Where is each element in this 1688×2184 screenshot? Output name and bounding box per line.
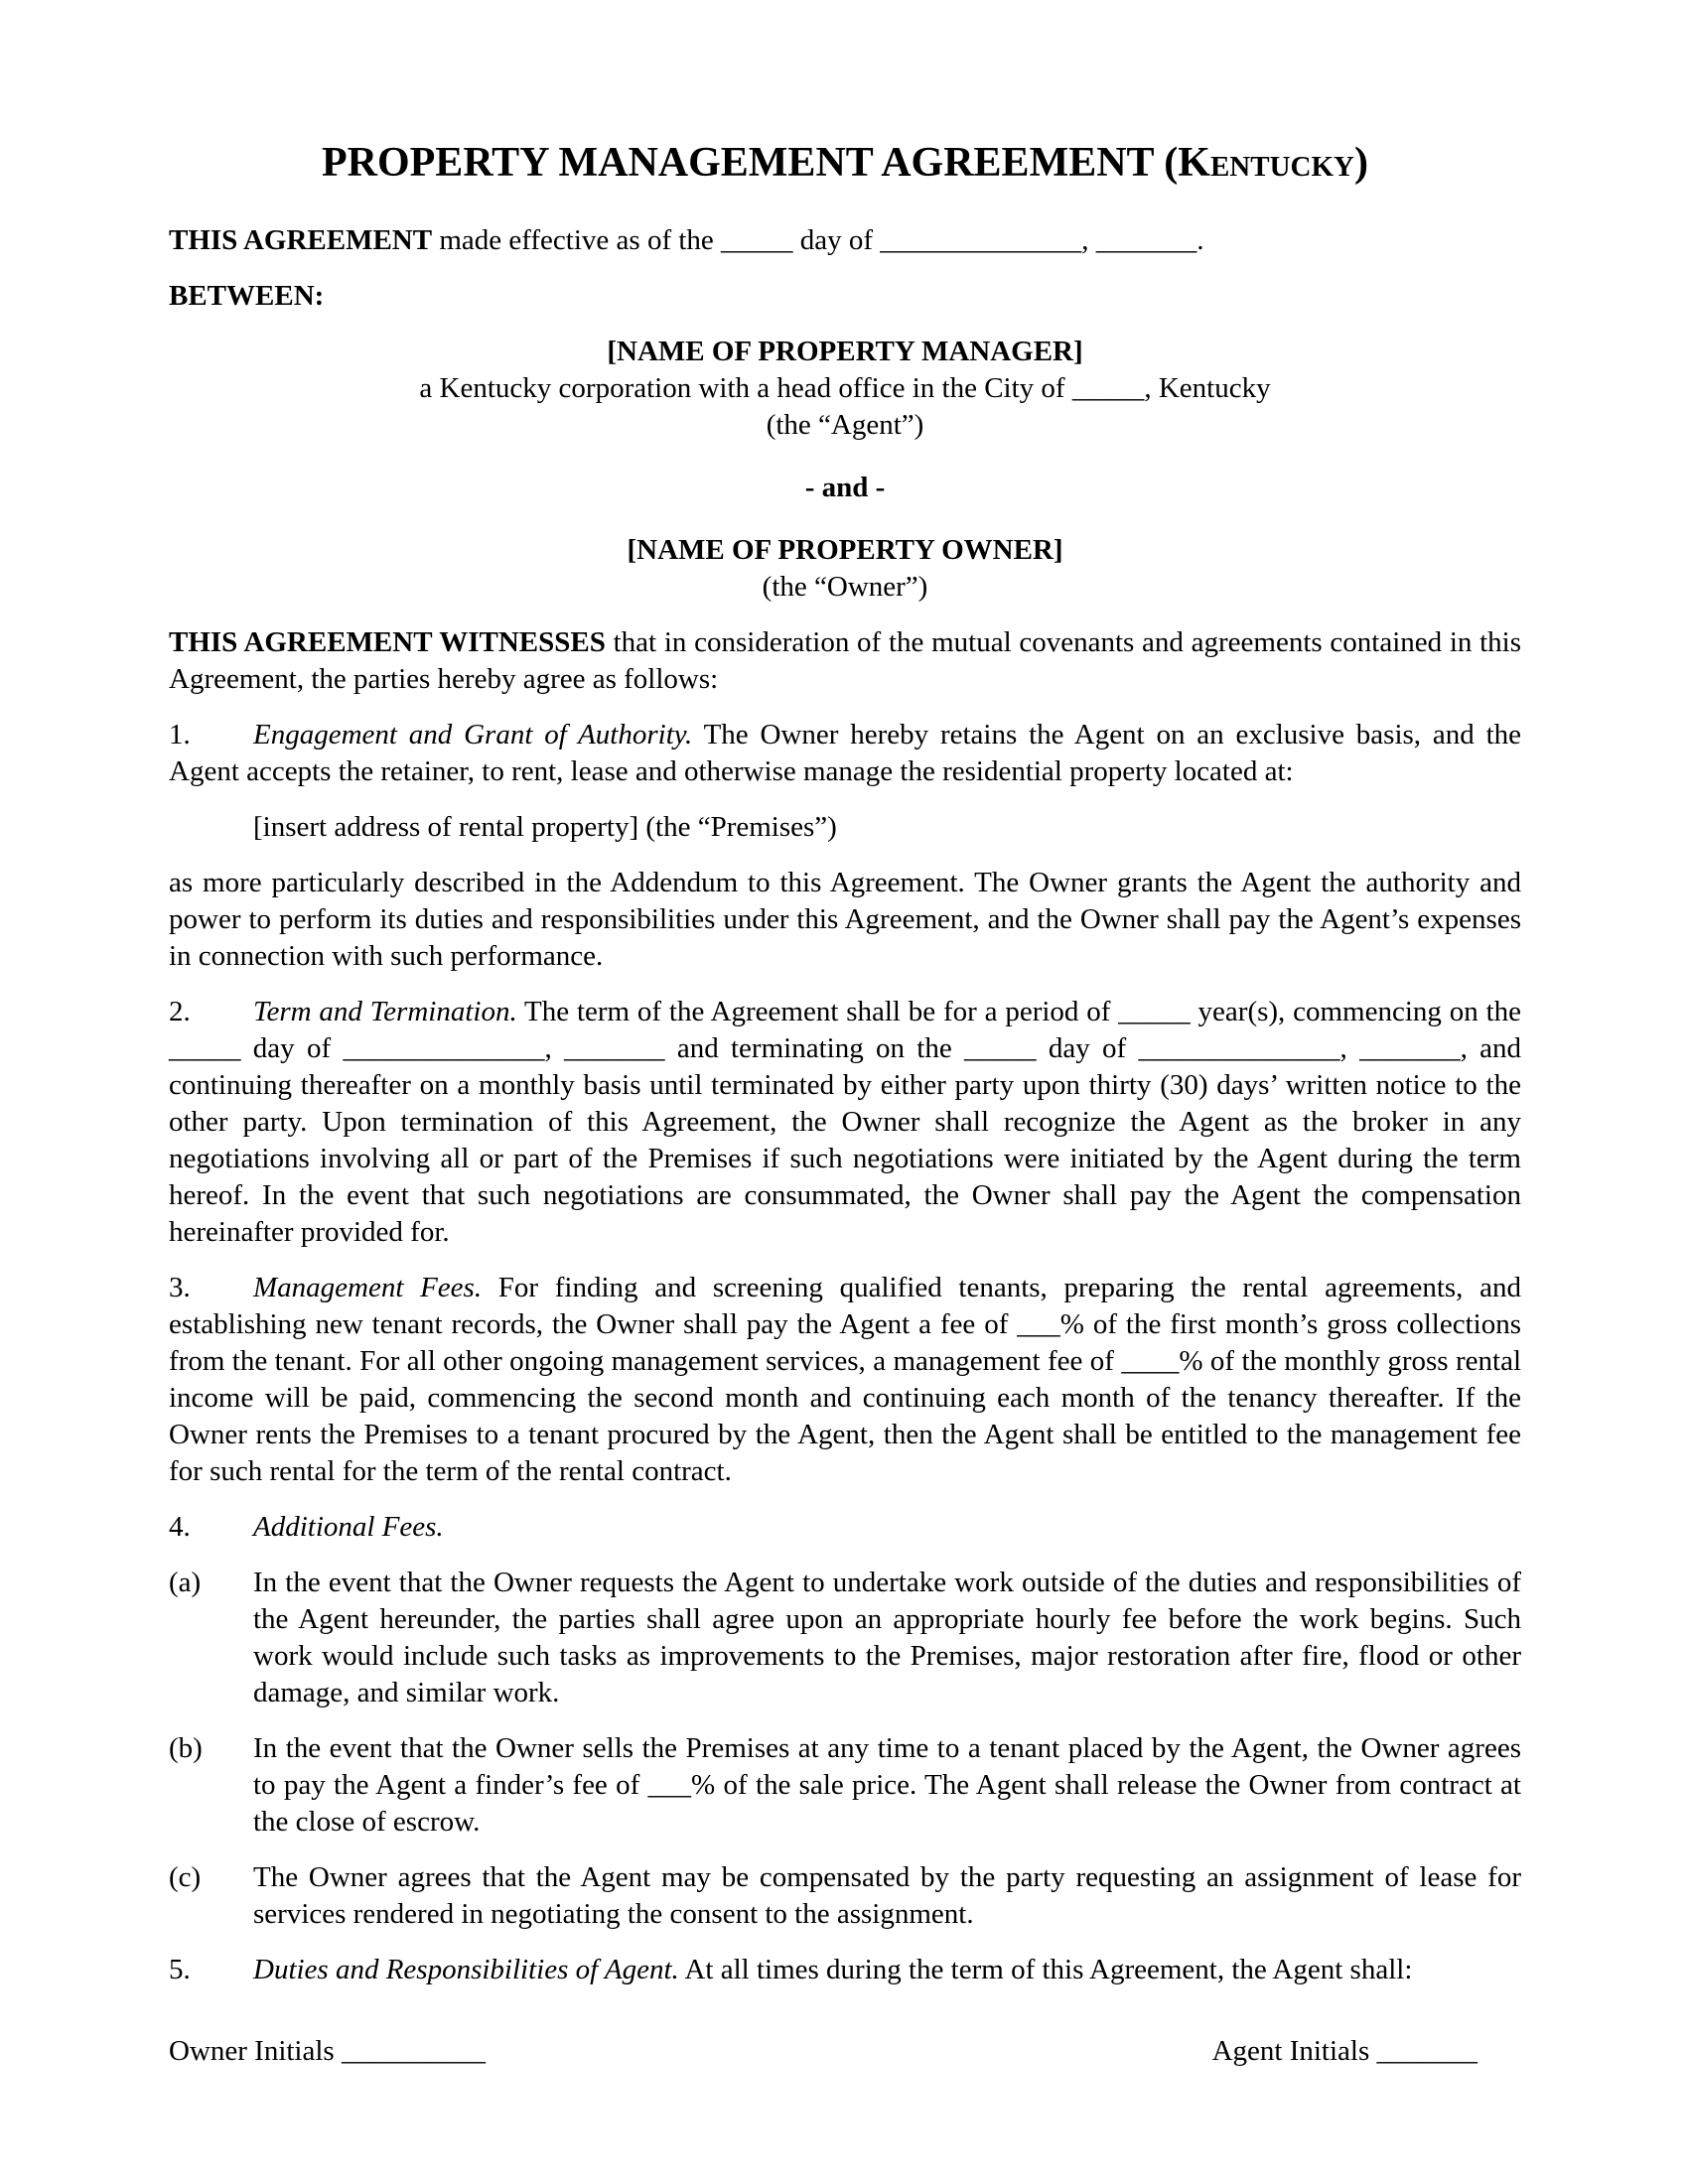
section-3-paragraph [169, 1270, 1521, 1490]
manager-name: [NAME OF PROPERTY MANAGER] [607, 336, 1083, 367]
and-separator: - and - [804, 472, 886, 503]
manager-alias: (the “Agent”) [766, 409, 924, 441]
section-4-number: 4. [169, 1511, 191, 1543]
section-4-heading-line [169, 1509, 1521, 1546]
section-1-continuation: as more particularly described in the Addendum to this Agreement. The Owner grants the Agent the authority and power to perform its duties and responsibilities under this Agreement, and the Owner shall pay the Agent’s expenses in connection with such performance. [169, 867, 1521, 972]
section-5-body: At all times during the term of this Agreement, the Agent shall: [684, 1954, 1413, 1985]
section-2-paragraph [169, 994, 1521, 1251]
section-1-paragraph [169, 717, 1521, 790]
document-content [169, 137, 1521, 2007]
title-prefix: PROPERTY MANAGEMENT AGREEMENT ( [322, 140, 1179, 186]
witnesses-lead: THIS AGREEMENT WITNESSES [169, 626, 606, 658]
section-4-item-a [169, 1565, 1521, 1711]
owner-name: [NAME OF PROPERTY OWNER] [627, 534, 1063, 566]
section-2-body: The term of the Agreement shall be for a period of _____ year(s), commencing on the _____ day of ______________, _______ and terminating on the _____ day of ______________, _______, and continuing thereafter on a monthly basis until terminated by either party upon thirty (30) days’ written notice to the other party. Upon termination of this Agreement, the Owner shall recognize the Agent as the broker in any negotiations involving all or part of the Premises if such negotiations were initiated by the Agent during the term hereof. In the event that such negotiations are consummated, the Owner shall pay the Agent the compensation hereinafter provided for. [169, 996, 1521, 1248]
title-suffix: ) [1353, 140, 1368, 186]
owner-block [169, 532, 1521, 606]
section-5-number: 5. [169, 1954, 191, 1985]
witnesses-paragraph [169, 624, 1521, 698]
section-1-number: 1. [169, 719, 191, 751]
item-a-text: In the event that the Owner requests the Agent to undertake work outside of the duties and responsibilities of the Agent hereunder, the parties shall agree upon an appropriate hourly fee before the work begins. Such work would include such tasks as improvements to the Premises, major restoration after fire, flood or other damage, and similar work. [253, 1567, 1521, 1708]
section-2-number: 2. [169, 996, 191, 1027]
item-b-text: In the event that the Owner sells the Premises at any time to a tenant placed by the Agent, the Owner agrees to pay the Agent a finder’s fee of ___% of the sale price. The Agent shall release the Owner from contract at the close of escrow. [253, 1732, 1521, 1838]
item-c-marker: (c) [169, 1861, 202, 1893]
intro-paragraph [169, 222, 1521, 259]
intro-text: made effective as of the _____ day of ______________, _______. [439, 224, 1204, 256]
owner-alias: (the “Owner”) [762, 571, 928, 603]
owner-initials-line: Owner Initials __________ [169, 2035, 486, 2067]
section-4-item-b [169, 1730, 1521, 1841]
section-1-body: The Owner hereby retains the Agent on an exclusive basis, and the Agent accepts the retainer, to rent, lease and otherwise manage the residential property located at: [169, 719, 1521, 787]
agent-initials-line: Agent Initials _______ [1211, 2035, 1477, 2067]
address-placeholder-line: [insert address of rental property] (the “Premises”) [253, 811, 837, 843]
section-1-heading: Engagement and Grant of Authority. [253, 719, 693, 751]
section-5-paragraph [169, 1952, 1521, 1988]
manager-block [169, 334, 1521, 444]
page-footer [169, 2033, 1477, 2070]
item-b-marker: (b) [169, 1732, 203, 1764]
intro-lead: THIS AGREEMENT [169, 224, 433, 256]
section-3-number: 3. [169, 1272, 191, 1303]
manager-description: a Kentucky corporation with a head office in the City of _____, Kentucky [419, 372, 1271, 404]
section-2-heading: Term and Termination. [253, 996, 517, 1027]
item-c-text: The Owner agrees that the Agent may be compensated by the party requesting an assignment of lease for services rendered in negotiating the consent to the assignment. [253, 1861, 1521, 1930]
title-state: Kentucky [1178, 140, 1354, 186]
section-3-body: For finding and screening qualified tenants, preparing the rental agreements, and establishing new tenant records, the Owner shall pay the Agent a fee of ___% of the first month’s gross collections from the tenant. For all other ongoing management services, a management fee of ____% of the monthly gross rental income will be paid, commencing the second month and continuing each month of the tenancy thereafter. If the Owner rents the Premises to a tenant procured by the Agent, then the Agent shall be entitled to the management fee for such rental for the term of the rental contract. [169, 1272, 1521, 1487]
witnesses-text: that in consideration of the mutual covenants and agreements contained in this Agreement, the parties hereby agree as follows: [169, 626, 1522, 695]
document-title [169, 137, 1521, 189]
section-3-heading: Management Fees. [253, 1272, 483, 1303]
section-4-item-c [169, 1859, 1521, 1933]
section-5-heading: Duties and Responsibilities of Agent. [253, 1954, 679, 1985]
item-a-marker: (a) [169, 1567, 202, 1598]
section-4-heading: Additional Fees. [253, 1511, 444, 1543]
between-label: BETWEEN: [169, 280, 325, 312]
